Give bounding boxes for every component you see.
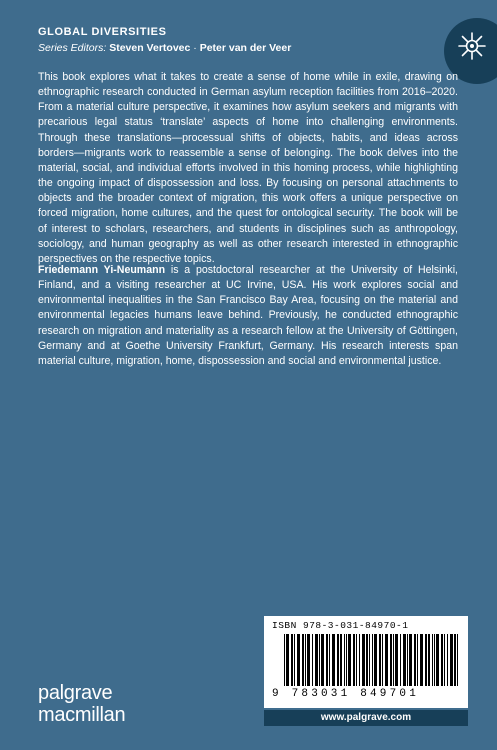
barcode-bar — [337, 634, 339, 686]
barcode-bar — [362, 634, 365, 686]
barcode-bar — [379, 634, 381, 686]
barcode-bar — [436, 634, 439, 686]
series-title: GLOBAL DIVERSITIES — [38, 26, 167, 38]
barcode-bar — [321, 634, 324, 686]
publisher-url: www.palgrave.com — [264, 710, 468, 726]
barcode-bar — [284, 634, 285, 686]
barcode-bars — [284, 634, 460, 686]
barcode-bar — [432, 634, 433, 686]
barcode-bar — [447, 634, 448, 686]
barcode-bar — [428, 634, 430, 686]
barcode-bar — [297, 634, 300, 686]
isbn-text: ISBN 978-3-031-84970-1 — [272, 620, 409, 631]
barcode-bar — [434, 634, 435, 686]
barcode-bar — [340, 634, 342, 686]
barcode-bar — [409, 634, 412, 686]
barcode-bar — [315, 634, 318, 686]
barcode-bar — [444, 634, 445, 686]
barcode-bar — [348, 634, 351, 686]
barcode-bar — [400, 634, 401, 686]
barcode-bar — [332, 634, 335, 686]
barcode-bar — [305, 634, 306, 686]
series-editor-2: Peter van der Veer — [199, 42, 292, 54]
publisher-name-line2: macmillan — [38, 704, 126, 726]
publisher-wordmark — [38, 682, 125, 726]
barcode-bar — [390, 634, 392, 686]
barcode-panel — [264, 616, 468, 708]
barcode-bar — [302, 634, 304, 686]
barcode-bar — [359, 634, 360, 686]
series-separator: · — [193, 42, 197, 54]
series-editor-1: Steven Vertovec — [109, 42, 191, 54]
palgrave-star-icon — [456, 30, 488, 62]
series-header — [38, 25, 458, 55]
barcode-bar — [457, 634, 458, 686]
barcode-bar — [395, 634, 398, 686]
barcode-digits: 9 783031 849701 — [272, 688, 420, 700]
barcode-bar — [369, 634, 370, 686]
barcode-bar — [312, 634, 313, 686]
barcode-bar — [329, 634, 330, 686]
barcode-bar — [441, 634, 443, 686]
barcode-bar — [286, 634, 289, 686]
barcode-bar — [407, 634, 408, 686]
barcode-bar — [346, 634, 347, 686]
barcode-bar — [366, 634, 368, 686]
barcode-bar — [425, 634, 427, 686]
barcode-bar — [403, 634, 406, 686]
barcode-bar — [307, 634, 310, 686]
barcode-bar — [353, 634, 355, 686]
publisher-name-line1: palgrave — [38, 682, 113, 704]
barcode-bar — [291, 634, 293, 686]
barcode-bar — [454, 634, 456, 686]
barcode-bar — [420, 634, 423, 686]
barcode-bar — [294, 634, 295, 686]
book-description: This book explores what it takes to create a sense of home while in exile, drawing on ethnographic research conducted in German asylum reception facilities from 2016–2020. From a material culture perspective, it examines how asylum seekers and migrants with precarious legal status ‘translate’ aspects of home into challenging environments. Through these translations—processual shifts of objects, habits, and ideas across borders—migrants work to reassemble a sense of belonging. The book delves into the material, social, and individual efforts involved in this homing process, while highlighting the ongoing impact of dispossession and loss. By focusing on personal attachments to objects and the broader context of migration, this work offers a unique perspective on forced migration, home cultures, and the quest for ontological security. The book will be of interest to scholars, researchers, and students in disciplines such as anthropology, sociology, and human geography as well as other research interested in ethnographic perspectives on the respective topics. — [38, 71, 458, 265]
barcode-bar — [374, 634, 377, 686]
barcode-bar — [356, 634, 357, 686]
barcode-bar — [417, 634, 418, 686]
barcode-bar — [450, 634, 453, 686]
author-bio-text: is a postdoctoral researcher at the University of Helsinki, Finland, and a visiting researcher at UC Irvine, USA. His work explores social and environmental inequalities in the San Francisco Bay Area, focusing on the material and environmental legacies humans leave behind. Previously, he conducted ethnographic research on migration and materiality as a research fellow at the University of Göttingen, Germany and at Goethe University Frankfurt, Germany. His research interests span material culture, migration, home, dispossession and social and environmental justice. — [38, 264, 458, 367]
barcode-bar — [393, 634, 394, 686]
author-bio — [38, 263, 458, 369]
barcode-bar — [372, 634, 373, 686]
barcode-bar — [319, 634, 320, 686]
series-editors-label: Series Editors: — [38, 42, 107, 54]
barcode-bar — [326, 634, 328, 686]
series-editors — [38, 42, 458, 55]
author-name: Friedemann Yi-Neumann — [38, 264, 166, 276]
barcode-bar — [382, 634, 383, 686]
barcode-bar — [385, 634, 388, 686]
barcode-bar — [414, 634, 416, 686]
barcode-bar — [344, 634, 345, 686]
